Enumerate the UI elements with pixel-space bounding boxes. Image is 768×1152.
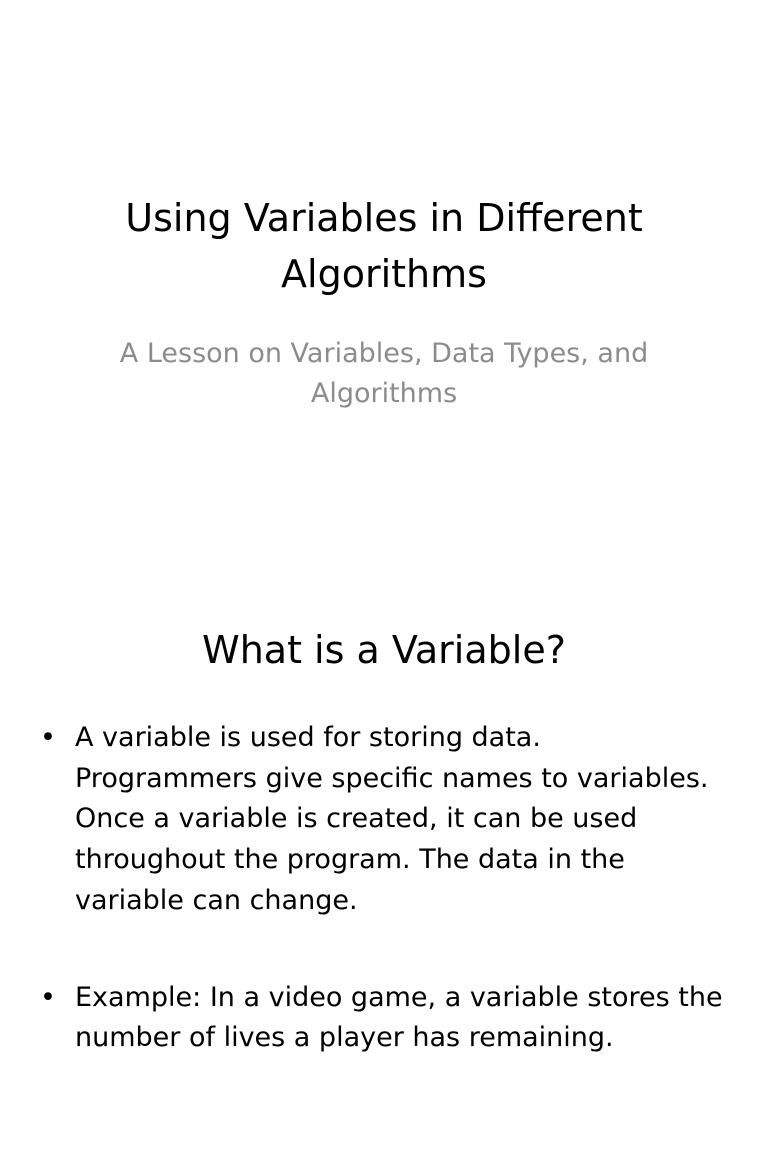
slide-title: Using Variables in Different Algorithms xyxy=(125,196,643,296)
bullet-text: A variable is used for storing data. Programmers give specific names to variables. Once a variable is created, it can be used throughout the program. The data in the variable can change. xyxy=(75,722,709,916)
bullet-item xyxy=(40,978,730,1059)
bullet-list xyxy=(40,718,730,1115)
bullet-dot-icon: • xyxy=(40,722,56,753)
bullet-item xyxy=(40,718,730,922)
bullet-text: Example: In a video game, a variable stores the number of lives a player has remaining. xyxy=(75,981,723,1054)
slide-heading: What is a Variable? xyxy=(202,628,566,672)
slide-subtitle: A Lesson on Variables, Data Types, and Algorithms xyxy=(119,338,649,409)
bullet-dot-icon: • xyxy=(40,981,56,1013)
content-slide xyxy=(0,576,768,1152)
